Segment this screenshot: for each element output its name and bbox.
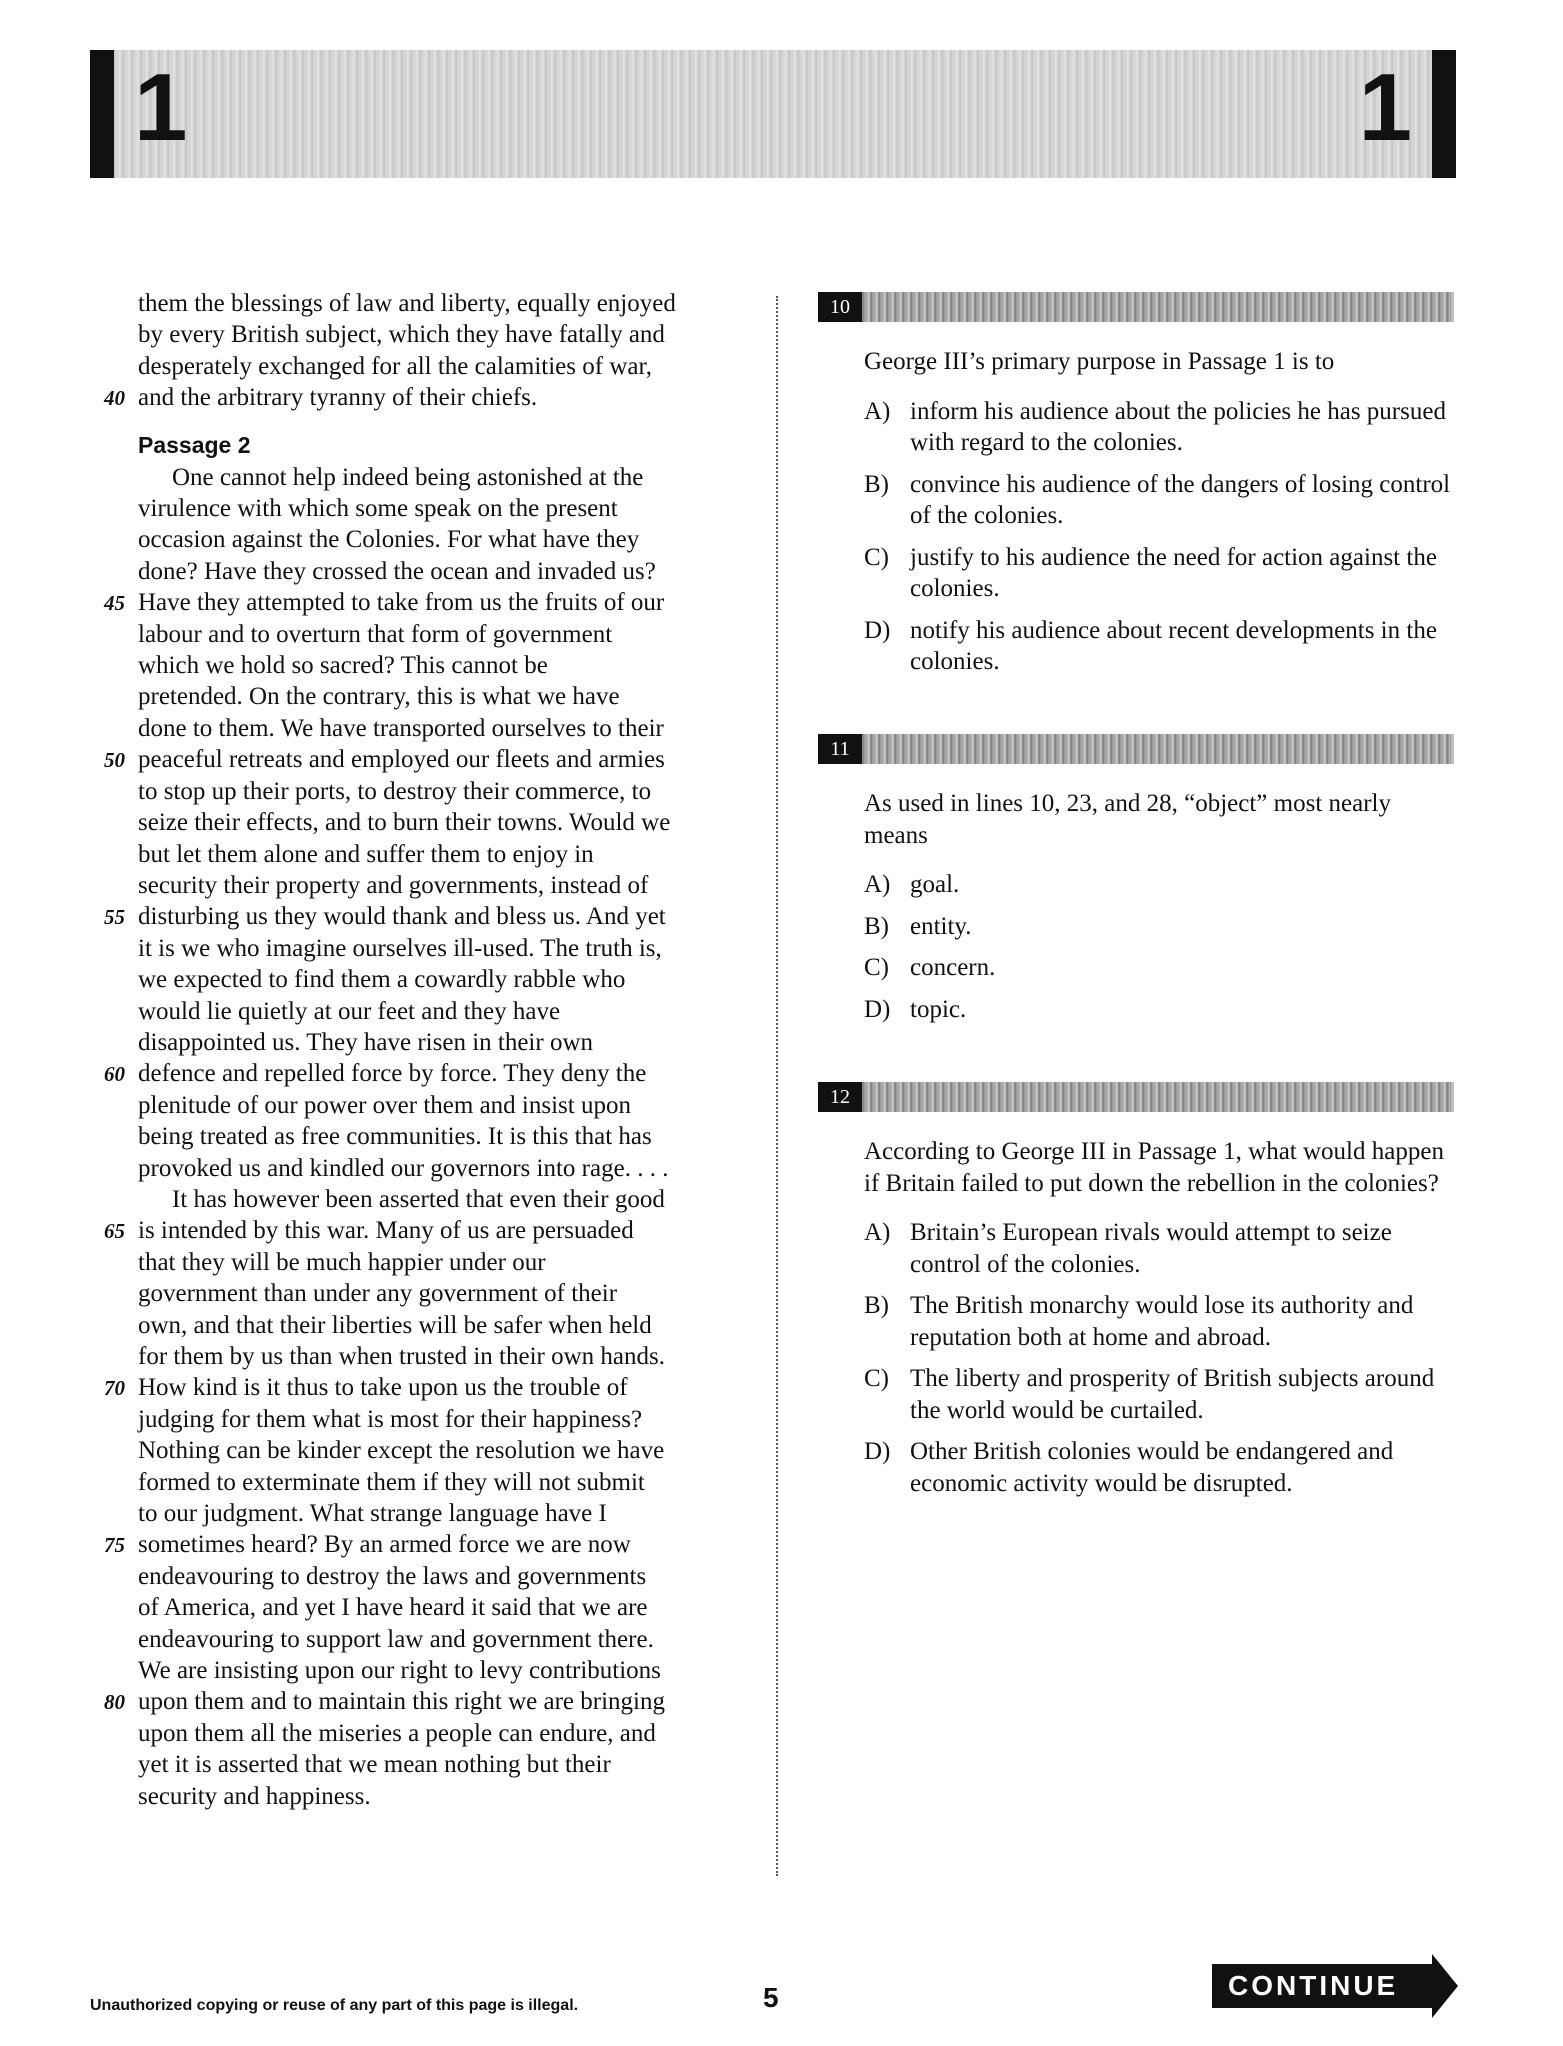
line-text: peaceful retreats and employed our fleets and armies: [138, 746, 665, 774]
line-text: we expected to find them a cowardly rabble who: [138, 966, 626, 994]
option-text: justify to his audience the need for action against the colonies.: [910, 543, 1437, 602]
line-text: done to them. We have transported ourselves to their: [138, 714, 664, 742]
line-text: it is we who imagine ourselves ill-used. The truth is,: [138, 934, 662, 962]
answer-option-d[interactable]: [818, 615, 1454, 678]
option-letter: D): [864, 995, 891, 1023]
continue-button[interactable]: [1212, 1954, 1452, 2014]
option-letter: D): [864, 1438, 891, 1465]
continue-label: CONTINUE: [1212, 1964, 1438, 2008]
passage-line: [138, 288, 738, 319]
question-number: 12: [818, 1082, 862, 1112]
line-text: labour and to overturn that form of government: [138, 620, 613, 648]
passage-line: [104, 1529, 738, 1560]
line-text: formed to exterminate them if they will not submit: [138, 1468, 645, 1496]
passage-line: [138, 1435, 738, 1466]
line-text: plenitude of our power over them and insist upon: [138, 1091, 631, 1119]
passage-line: [138, 319, 738, 350]
line-text: would lie quietly at our feet and they have: [138, 997, 561, 1025]
line-number: 70: [104, 1376, 125, 1401]
line-text: occasion against the Colonies. For what have they: [138, 526, 640, 554]
passage-line: [104, 1058, 738, 1089]
question-12: [818, 1082, 1454, 1509]
line-text: disappointed us. They have risen in their own: [138, 1028, 594, 1056]
passage-line: [138, 933, 738, 964]
option-text: Other British colonies would be endangered and economic activity would be disrupted.: [910, 1438, 1394, 1497]
line-text: that they will be much happier under our: [138, 1248, 546, 1276]
line-text: provoked us and kindled our governors into rage. . . .: [138, 1154, 669, 1182]
copyright-notice: Unauthorized copying or reuse of any part of this page is illegal.: [90, 1997, 579, 2014]
line-text: to stop up their ports, to destroy their commerce, to: [138, 777, 652, 805]
line-text: Have they attempted to take from us the fruits of our: [138, 589, 665, 617]
answer-option-c[interactable]: [818, 1363, 1454, 1426]
passage-line: [138, 650, 738, 681]
line-text: sometimes heard? By an armed force we are now: [138, 1531, 631, 1559]
option-text: Britain’s European rivals would attempt to seize control of the colonies.: [910, 1219, 1392, 1278]
line-text: which we hold so sacred? This cannot be: [138, 652, 548, 680]
option-text: notify his audience about recent developments in the colonies.: [910, 616, 1437, 675]
passage-line: [138, 619, 738, 650]
answer-option-b[interactable]: [818, 469, 1454, 532]
passage-line: [138, 1467, 738, 1498]
passage-line: [138, 1624, 738, 1655]
line-number: 40: [104, 386, 125, 411]
answer-option-c[interactable]: [818, 952, 1454, 984]
line-number: 50: [104, 748, 125, 773]
line-text: being treated as free communities. It is this that has: [138, 1123, 652, 1151]
option-letter: B): [864, 1292, 889, 1319]
passage-line: [138, 1561, 738, 1592]
passage-line: [138, 1749, 738, 1780]
option-text: goal.: [910, 871, 960, 898]
option-text: entity.: [910, 912, 972, 940]
passage-line: [138, 1341, 738, 1372]
passage-line: [104, 901, 738, 932]
line-text: by every British subject, which they have fatally and: [138, 321, 665, 349]
answer-options: [818, 396, 1454, 678]
passage-line: [138, 1781, 738, 1812]
page-number: 5: [763, 1982, 779, 2013]
passage-line: [138, 776, 738, 807]
line-text: yet it is asserted that we mean nothing but their: [138, 1751, 611, 1779]
passage-line: [104, 587, 738, 618]
option-letter: A): [864, 1219, 891, 1246]
line-text: upon them and to maintain this right we are bringing: [138, 1688, 665, 1716]
answer-options: [818, 869, 1454, 1025]
answer-option-a[interactable]: [818, 1217, 1454, 1280]
line-text: and the arbitrary tyranny of their chiefs.: [138, 384, 538, 412]
header-bar-left-edge: [90, 50, 114, 178]
passage-line: [138, 1247, 738, 1278]
passage-line: [138, 713, 738, 744]
question-number: 10: [818, 292, 862, 322]
line-number: 75: [104, 1533, 125, 1558]
passage-line: [138, 1027, 738, 1058]
option-letter: B): [864, 912, 889, 940]
answer-option-a[interactable]: [818, 396, 1454, 459]
line-text: seize their effects, and to burn their towns. Would we: [138, 809, 671, 837]
answer-option-b[interactable]: [818, 911, 1454, 943]
question-stem: George III’s primary purpose in Passage 1 is to: [864, 348, 1335, 375]
passage-line: [138, 807, 738, 838]
arrow-right-icon: [1432, 1954, 1458, 2018]
line-text: for them by us than when trusted in their own hands.: [138, 1343, 665, 1370]
passage-line: [138, 1718, 738, 1749]
line-text: security their property and governments, instead of: [138, 871, 649, 899]
passage-line: [138, 1153, 738, 1184]
passage-line: [138, 996, 738, 1027]
passage-line: [104, 382, 738, 413]
option-letter: B): [864, 470, 889, 498]
line-text: disturbing us they would thank and bless us. And yet: [138, 903, 666, 931]
question-stem: As used in lines 10, 23, and 28, “object” most nearly means: [864, 790, 1391, 849]
line-text: endeavouring to support law and government there.: [138, 1625, 654, 1653]
question-stem: According to George III in Passage 1, what would happen if Britain failed to put down the rebellion in the colonies?: [864, 1138, 1444, 1197]
line-text: We are insisting upon our right to levy contributions: [138, 1657, 661, 1685]
line-text: of America, and yet I have heard it said that we are: [138, 1594, 648, 1622]
passage-line: [138, 1404, 738, 1435]
passage-line: [138, 1310, 738, 1341]
passage-line: [138, 351, 738, 382]
passage-line: [138, 1090, 738, 1121]
passage-line: [138, 1655, 738, 1686]
passage-line: [138, 493, 738, 524]
passage-line: [138, 839, 738, 870]
option-letter: C): [864, 954, 889, 981]
line-text: defence and repelled force by force. They deny the: [138, 1060, 647, 1088]
passage-line: [138, 964, 738, 995]
section-number-left: 1: [134, 54, 188, 161]
question-10: [818, 292, 1454, 688]
option-letter: A): [864, 871, 891, 898]
passage-line: [138, 524, 738, 555]
line-text: is intended by this war. Many of us are persuaded: [138, 1217, 634, 1245]
section-number-right: 1: [1358, 54, 1412, 161]
line-text: own, and that their liberties will be safer when held: [138, 1311, 652, 1339]
option-letter: C): [864, 1365, 889, 1392]
passage-line: [138, 1278, 738, 1309]
option-letter: D): [864, 616, 891, 644]
line-text: virulence with which some speak on the present: [138, 495, 618, 523]
answer-option-d[interactable]: [818, 1436, 1454, 1499]
answer-option-b[interactable]: [818, 1290, 1454, 1353]
question-11: [818, 734, 1454, 1035]
option-text: concern.: [910, 954, 996, 981]
line-text: security and happiness.: [138, 1782, 371, 1810]
answer-options: [818, 1217, 1454, 1499]
line-text: pretended. On the contrary, this is what we have: [138, 683, 620, 711]
line-text: It has however been asserted that even their good: [172, 1185, 665, 1213]
passage-heading: [138, 428, 738, 462]
passage-line: [138, 556, 738, 587]
line-text: them the blessings of law and liberty, equally enjoyed: [138, 290, 676, 317]
line-text: to our judgment. What strange language have I: [138, 1500, 607, 1528]
question-header-bar: [818, 734, 1454, 764]
passage-line: [138, 462, 738, 493]
passage-line: [104, 1686, 738, 1717]
column-divider: [776, 296, 778, 1876]
reading-passage: [104, 288, 738, 1812]
line-text: but let them alone and suffer them to enjoy in: [138, 840, 594, 868]
option-letter: C): [864, 543, 889, 571]
line-text: judging for them what is most for their happiness?: [138, 1405, 643, 1433]
line-number: 65: [104, 1219, 125, 1244]
line-text: desperately exchanged for all the calamities of war,: [138, 352, 653, 380]
line-text: Passage 2: [138, 431, 251, 458]
option-text: The British monarchy would lose its authority and reputation both at home and abroad.: [910, 1292, 1414, 1351]
passage-line: [138, 1184, 738, 1215]
line-text: Nothing can be kinder except the resolution we have: [138, 1437, 665, 1465]
option-text: inform his audience about the policies he has pursued with regard to the colonies.: [910, 397, 1446, 456]
passage-line: [104, 1215, 738, 1246]
passage-line: [138, 1498, 738, 1529]
line-number: 55: [104, 905, 125, 930]
question-header-bar: [818, 1082, 1454, 1112]
line-text: upon them all the miseries a people can endure, and: [138, 1719, 656, 1747]
line-number: 60: [104, 1062, 125, 1087]
passage-line: [138, 870, 738, 901]
section-header-bar: [90, 50, 1456, 178]
answer-option-c[interactable]: [818, 542, 1454, 605]
passage-line: [104, 744, 738, 775]
line-text: government than under any government of their: [138, 1280, 618, 1308]
passage-line: [138, 681, 738, 712]
option-text: convince his audience of the dangers of losing control of the colonies.: [910, 470, 1451, 529]
question-header-bar: [818, 292, 1454, 322]
header-bar-right-edge: [1432, 50, 1456, 178]
answer-option-d[interactable]: [818, 994, 1454, 1026]
line-text: endeavouring to destroy the laws and governments: [138, 1562, 647, 1590]
option-letter: A): [864, 397, 891, 425]
line-text: One cannot help indeed being astonished at the: [172, 463, 644, 491]
passage-line: [138, 1121, 738, 1152]
passage-line: [138, 1592, 738, 1623]
line-text: How kind is it thus to take upon us the trouble of: [138, 1374, 628, 1402]
option-text: The liberty and prosperity of British subjects around the world would be curtailed.: [910, 1365, 1435, 1424]
question-number: 11: [818, 734, 862, 764]
option-text: topic.: [910, 995, 967, 1023]
line-number: 45: [104, 591, 125, 616]
answer-option-a[interactable]: [818, 869, 1454, 901]
line-text: done? Have they crossed the ocean and invaded us?: [138, 557, 656, 585]
passage-line: [104, 1372, 738, 1403]
line-number: 80: [104, 1690, 125, 1715]
